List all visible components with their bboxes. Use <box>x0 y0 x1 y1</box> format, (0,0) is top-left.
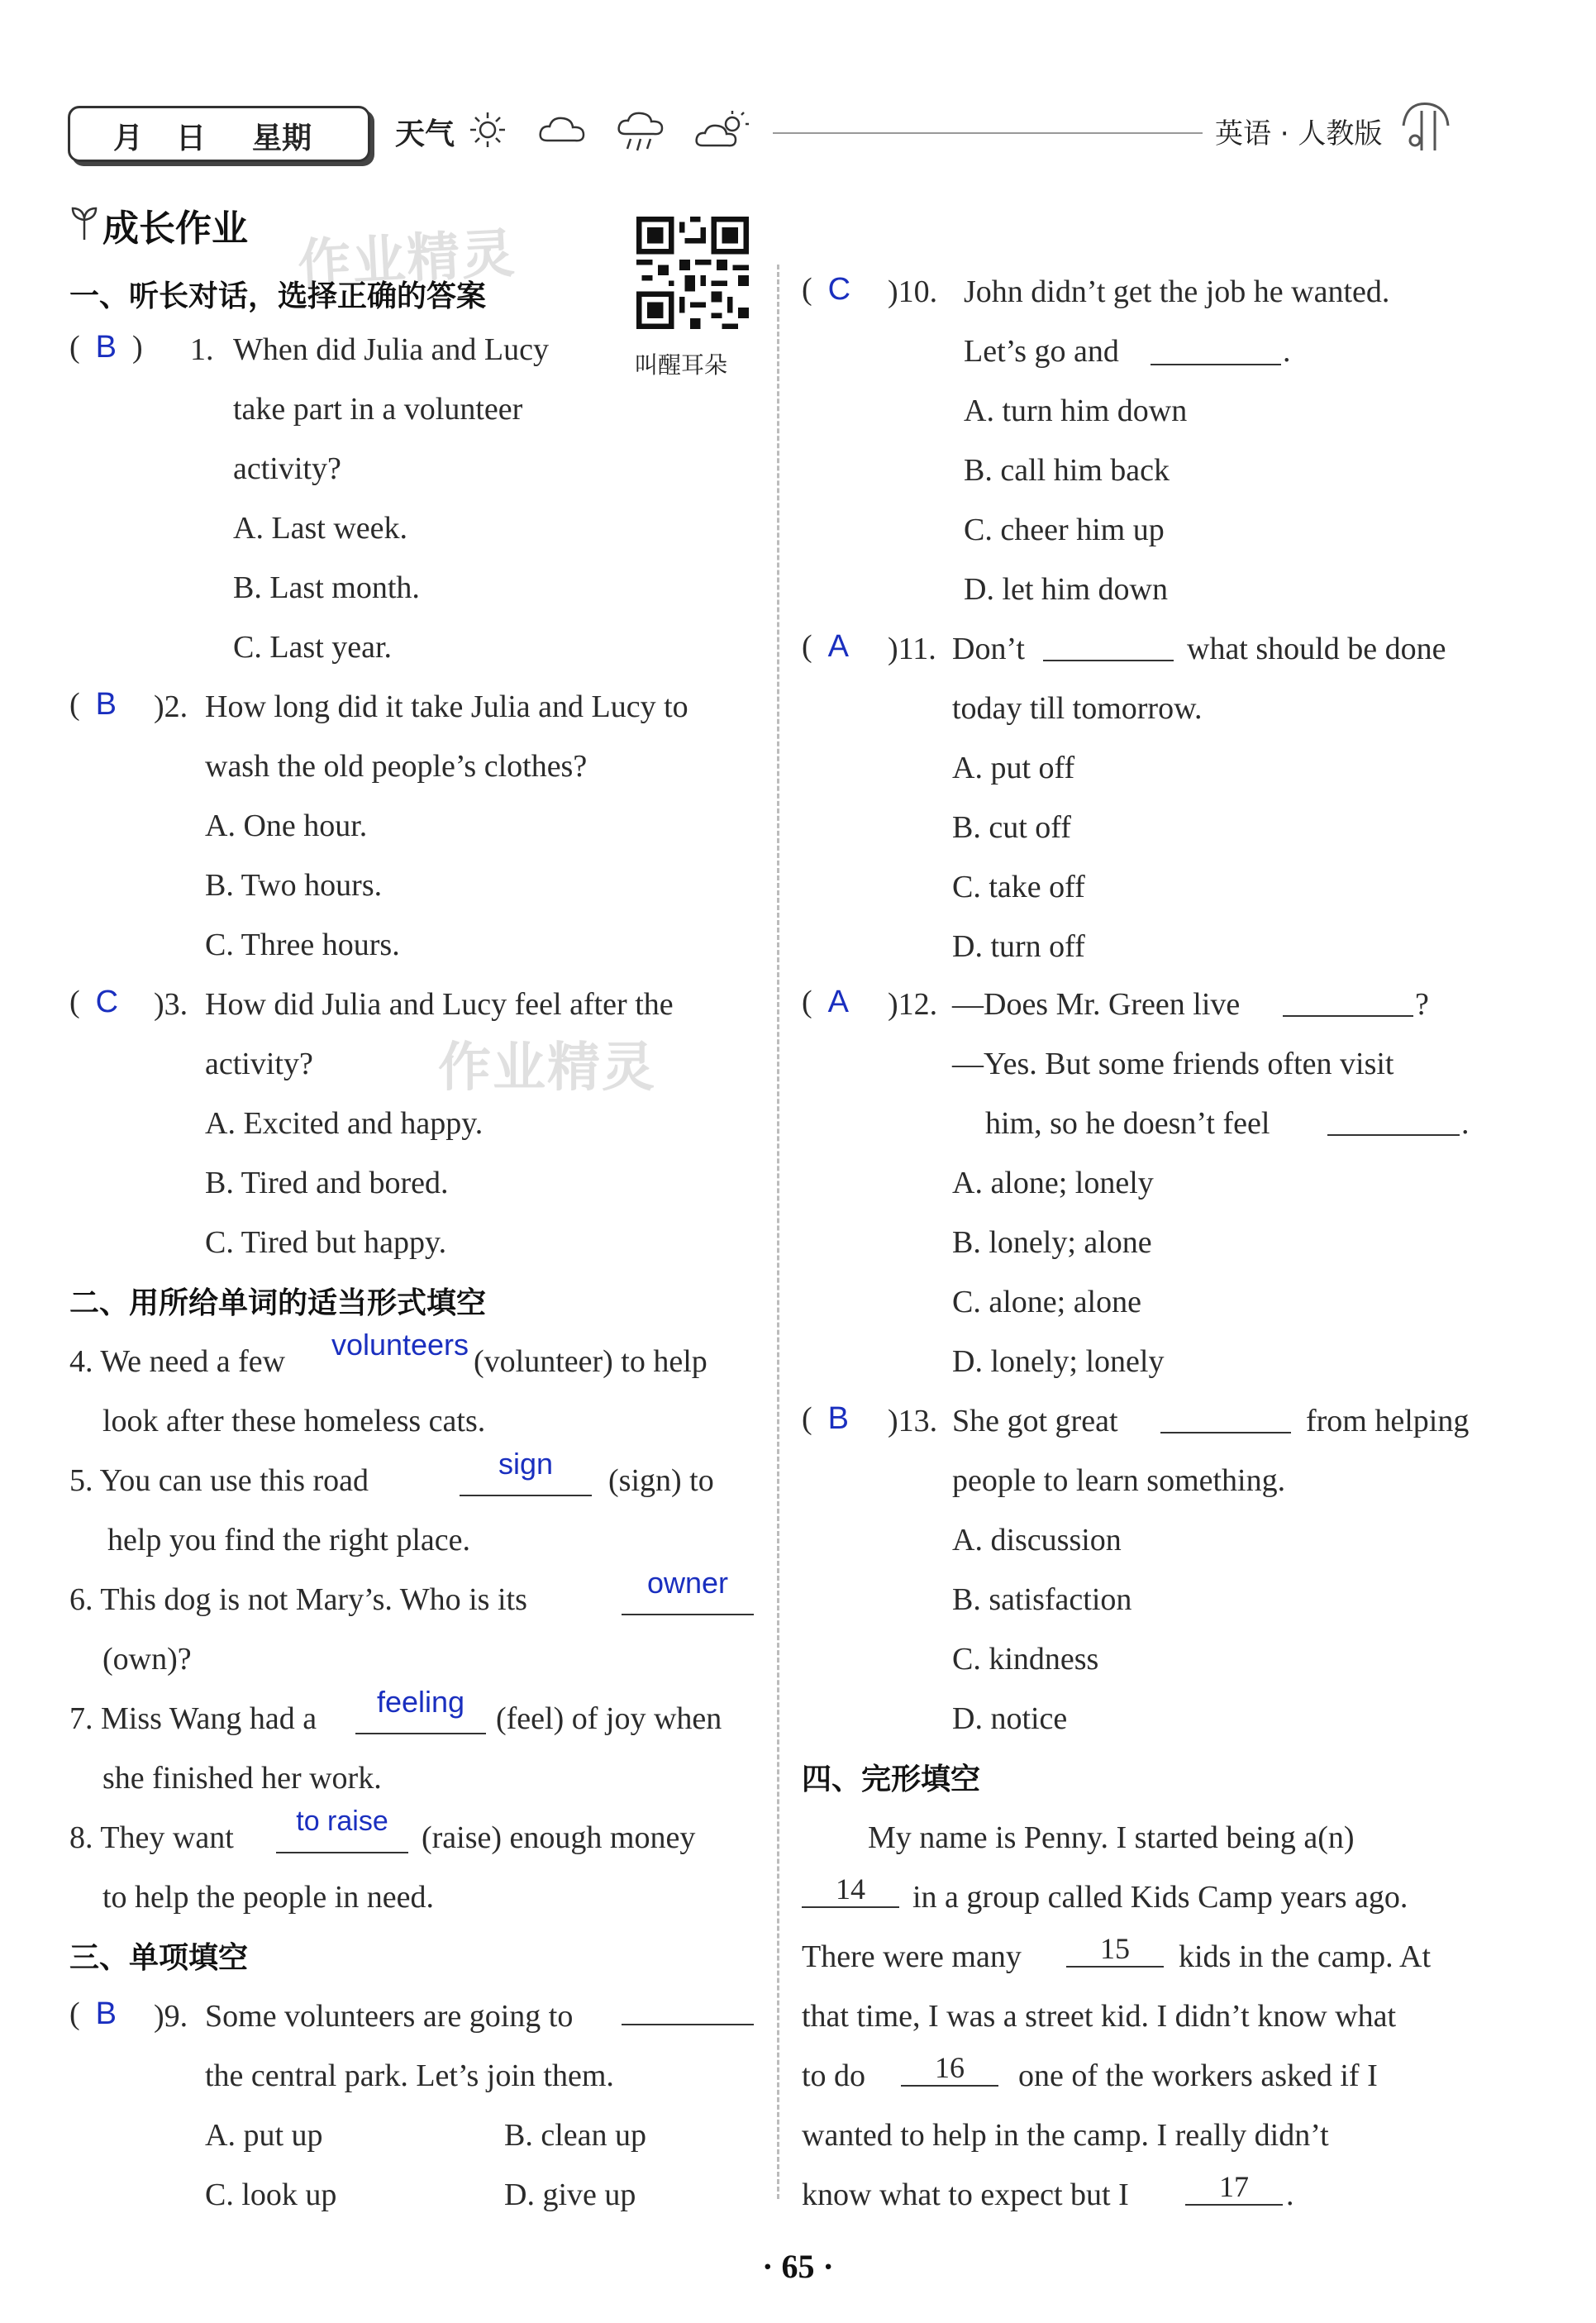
passage-line-3a: There were many <box>802 1939 1022 1974</box>
q9-blank[interactable] <box>622 1986 754 2025</box>
q5-fill: sign <box>498 1447 554 1481</box>
part1-heading: 一、听长对话，选择正确的答案 <box>69 279 487 313</box>
q12-answer-slot: ( A <box>802 985 850 1019</box>
q12-question-end: ? <box>1415 987 1429 1022</box>
page-number: · 65 · <box>762 2248 834 2285</box>
q3-option-b: B. Tired and bored. <box>205 1166 449 1200</box>
q6-text: 6. This dog is not Mary’s. Who is its <box>69 1582 527 1617</box>
sprout-icon <box>69 203 99 241</box>
column-divider <box>777 265 779 2199</box>
q10-answer: C <box>827 272 851 307</box>
q6-fill: owner <box>646 1566 729 1600</box>
date-box <box>68 106 370 162</box>
q1-option-b: B. Last month. <box>233 570 420 605</box>
q7-text: 7. Miss Wang had a <box>69 1701 317 1736</box>
q3-option-a: A. Excited and happy. <box>205 1106 484 1141</box>
q13-number: )13. <box>888 1404 938 1438</box>
q9-option-c: C. look up <box>205 2178 337 2212</box>
q3-number: )3. <box>154 987 188 1022</box>
passage-line-4: that time, I was a street kid. I didn’t know what <box>802 1999 1397 2034</box>
q11-option-a: A. put off <box>952 751 1075 785</box>
qr-label: 叫醒耳朵 <box>635 351 728 379</box>
q13-option-a: A. discussion <box>952 1523 1122 1557</box>
q8-text-2: to help the people in need. <box>102 1880 434 1915</box>
q11-number: )11. <box>888 632 936 666</box>
q1-number: 1. <box>190 332 214 367</box>
q10-option-a: A. turn him down <box>964 394 1188 428</box>
weather-label: 天气 <box>395 117 455 151</box>
q2-option-c: C. Three hours. <box>205 928 400 962</box>
q5-text: 5. You can use this road <box>69 1463 369 1498</box>
q12-blank-2[interactable] <box>1327 1099 1460 1136</box>
q7-text-post: (feel) of joy when <box>496 1701 722 1736</box>
q12-number: )12. <box>888 987 938 1022</box>
q10-option-b: B. call him back <box>964 453 1170 488</box>
watermark: 作业精灵 <box>296 223 518 296</box>
header-rule <box>773 132 1203 134</box>
q9-question-2: the central park. Let’s join them. <box>205 2058 614 2093</box>
q8-fill: to raise <box>296 1805 388 1837</box>
q10-question-2b: . <box>1283 334 1291 369</box>
q3-option-c: C. Tired but happy. <box>205 1225 447 1260</box>
qr-code[interactable] <box>636 217 749 329</box>
q9-question: Some volunteers are going to <box>205 1999 574 2034</box>
q7-fill: feeling <box>376 1685 465 1719</box>
q3-answer-slot: ( C <box>69 985 119 1019</box>
q2-option-b: B. Two hours. <box>205 868 383 903</box>
blank-16[interactable]: 16 <box>901 2050 998 2087</box>
blank-15[interactable]: 15 <box>1066 1931 1164 1968</box>
part2-heading: 二、用所给单词的适当形式填空 <box>69 1286 487 1320</box>
q9-answer: B <box>95 1996 117 2031</box>
q3-question: How did Julia and Lucy feel after the <box>205 987 674 1022</box>
passage-line-7b: . <box>1286 2178 1294 2212</box>
q13-question: She got great <box>952 1404 1118 1438</box>
cloud-icon <box>537 109 588 150</box>
watermark-center: 作业精灵 <box>438 1037 656 1099</box>
subject-label: 英语 · 人教版 <box>1215 117 1383 150</box>
q12-question-3-end: . <box>1461 1106 1470 1141</box>
rain-icon <box>616 109 667 155</box>
q10-question: John didn’t get the job he wanted. <box>964 274 1390 309</box>
q4-text: 4. We need a few <box>69 1344 286 1379</box>
q11-question-post: what should be done <box>1187 632 1446 666</box>
brand-logo-icon <box>1397 93 1455 159</box>
q11-option-c: C. take off <box>952 870 1085 904</box>
q5-text-2: help you find the right place. <box>107 1523 470 1557</box>
q11-blank[interactable] <box>1043 625 1174 661</box>
part4-heading: 四、完形填空 <box>802 1763 981 1796</box>
q1-answer-slot: ( B ) <box>69 330 143 365</box>
q1-question-2: take part in a volunteer <box>233 392 523 427</box>
q9-option-d: D. give up <box>504 2178 636 2212</box>
month-label: 月 <box>113 122 144 155</box>
passage-line-5b: one of the workers asked if I <box>1018 2058 1378 2093</box>
q11-answer-slot: ( A <box>802 629 850 664</box>
passage-line-6: wanted to help in the camp. I really didn’t <box>802 2118 1329 2153</box>
sun-icon <box>467 109 508 150</box>
blank-14[interactable]: 14 <box>802 1872 899 1908</box>
q12-question-3: him, so he doesn’t feel <box>985 1106 1270 1141</box>
q8-text-post: (raise) enough money <box>422 1820 696 1855</box>
passage-line-1: My name is Penny. I started being a(n) <box>868 1820 1355 1855</box>
q5-text-post: (sign) to <box>608 1463 714 1498</box>
q13-option-d: D. notice <box>952 1701 1068 1736</box>
q2-question: How long did it take Julia and Lucy to <box>205 689 688 724</box>
q13-option-b: B. satisfaction <box>952 1582 1132 1617</box>
q9-answer-slot: ( B <box>69 1996 117 2031</box>
q11-option-b: B. cut off <box>952 810 1071 845</box>
q2-option-a: A. One hour. <box>205 809 368 843</box>
q11-question-2: today till tomorrow. <box>952 691 1203 726</box>
q12-answer: A <box>827 985 850 1019</box>
sun-cloud-icon <box>694 109 754 152</box>
q12-question: —Does Mr. Green live <box>952 987 1241 1022</box>
q1-question: When did Julia and Lucy <box>233 332 550 367</box>
q10-number: )10. <box>888 274 938 309</box>
q13-question-post: from helping <box>1306 1404 1470 1438</box>
q9-option-a: A. put up <box>205 2118 323 2153</box>
weekday-label: 星期 <box>252 122 312 155</box>
q1-question-3: activity? <box>233 451 341 486</box>
q3-question-2: activity? <box>205 1047 313 1081</box>
section-title: 成长作业 <box>102 207 248 250</box>
q1-option-c: C. Last year. <box>233 630 393 665</box>
q7-text-2: she finished her work. <box>102 1761 382 1796</box>
q13-option-c: C. kindness <box>952 1642 1099 1677</box>
q1-answer: B <box>95 330 117 365</box>
q9-option-b: B. clean up <box>504 2118 647 2153</box>
q8-text: 8. They want <box>69 1820 234 1855</box>
q13-answer: B <box>827 1401 850 1436</box>
part3-heading: 三、单项填空 <box>69 1941 249 1975</box>
q10-answer-slot: ( C <box>802 272 851 307</box>
blank-17[interactable]: 17 <box>1185 2169 1283 2206</box>
passage-line-2: in a group called Kids Camp years ago. <box>912 1880 1408 1915</box>
q2-question-2: wash the old people’s clothes? <box>205 749 588 784</box>
q2-answer: B <box>95 687 117 722</box>
q1-option-a: A. Last week. <box>233 511 408 546</box>
q12-option-c: C. alone; alone <box>952 1285 1141 1319</box>
q4-text-post: (volunteer) to help <box>474 1344 707 1379</box>
q13-question-2: people to learn something. <box>952 1463 1286 1498</box>
q12-question-2: —Yes. But some friends often visit <box>952 1047 1394 1081</box>
day-label: 日 <box>176 122 207 155</box>
q12-option-a: A. alone; lonely <box>952 1166 1154 1200</box>
q10-question-2a: Let’s go and <box>964 334 1119 369</box>
q12-blank-1[interactable] <box>1283 980 1413 1017</box>
q11-question: Don’t <box>952 632 1025 666</box>
q11-option-d: D. turn off <box>952 929 1085 964</box>
q12-option-d: D. lonely; lonely <box>952 1344 1165 1379</box>
q13-blank[interactable] <box>1160 1397 1291 1433</box>
q10-blank[interactable] <box>1151 329 1281 365</box>
q13-answer-slot: ( B <box>802 1401 850 1436</box>
q10-option-d: D. let him down <box>964 572 1168 607</box>
q3-answer: C <box>95 985 119 1019</box>
passage-line-7a: know what to expect but I <box>802 2178 1129 2212</box>
q12-option-b: B. lonely; alone <box>952 1225 1152 1260</box>
q4-fill: volunteers <box>331 1328 469 1362</box>
q4-text-2: look after these homeless cats. <box>102 1404 486 1438</box>
q10-option-c: C. cheer him up <box>964 513 1165 547</box>
passage-line-5a: to do <box>802 2058 866 2093</box>
q9-number: )9. <box>154 1999 188 2034</box>
q11-answer: A <box>827 629 850 664</box>
q6-text-2: (own)? <box>102 1642 192 1677</box>
q2-answer-slot: ( B <box>69 687 117 722</box>
q2-number: )2. <box>154 689 188 724</box>
passage-line-3b: kids in the camp. At <box>1179 1939 1432 1974</box>
